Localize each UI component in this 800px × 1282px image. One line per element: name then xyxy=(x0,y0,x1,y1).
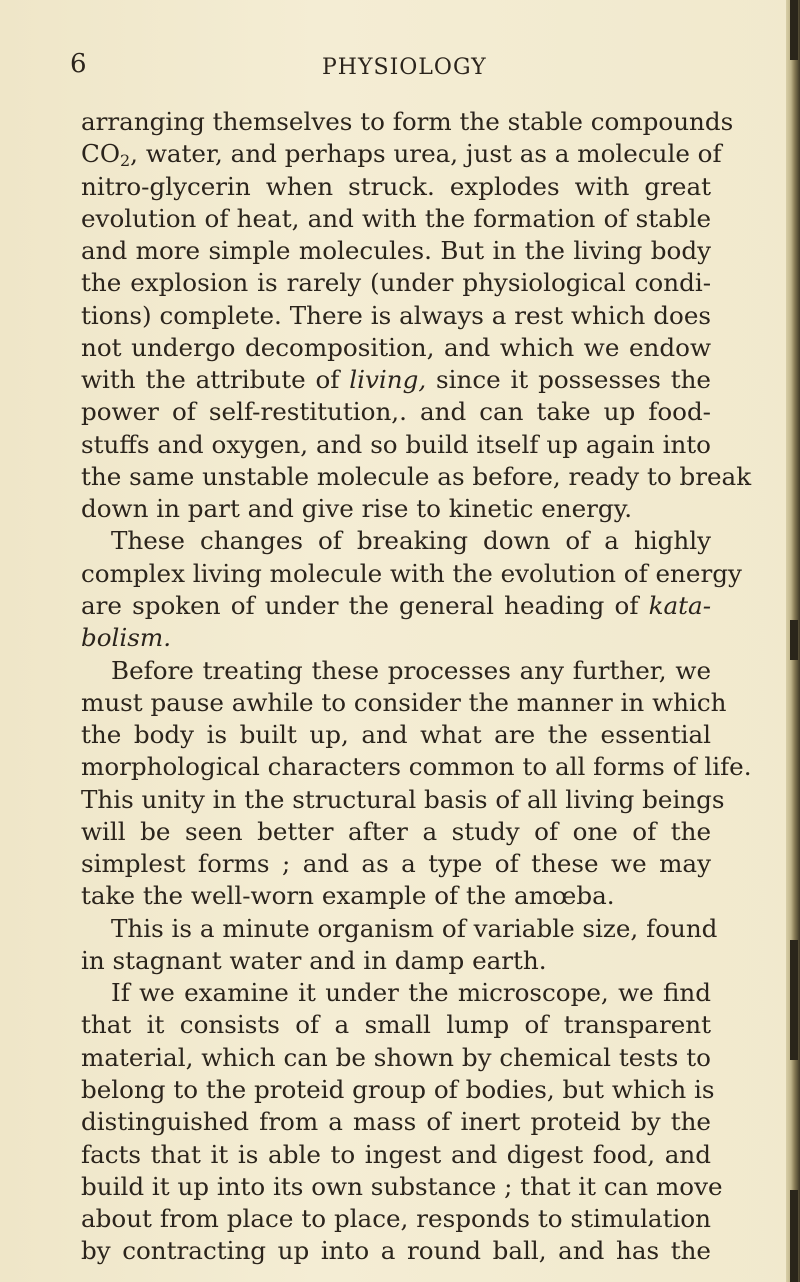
page-edge-mark xyxy=(790,0,798,60)
text-line: that it consists of a small lump of transparent xyxy=(81,1010,711,1040)
text-line: nitro-glycerin when struck. explodes with great xyxy=(81,171,711,201)
text-line xyxy=(81,622,711,654)
text-line: complex living molecule with the evolution of energy xyxy=(81,558,742,588)
text-line: facts that it is able to ingest and digest food, and xyxy=(81,1139,711,1169)
text-line: simplest forms ; and as a type of these we may xyxy=(81,849,711,879)
text-line: the explosion is rarely (under physiological condi- xyxy=(81,268,711,298)
page-number: 6 xyxy=(70,49,87,79)
running-title: PHYSIOLOGY xyxy=(322,55,487,80)
text-line: are spoken of under the general heading of kata- xyxy=(81,590,711,620)
text-line: and more simple molecules. But in the living body xyxy=(81,236,711,266)
text-line: evolution of heat, and with the formation of stable xyxy=(81,203,711,233)
text-line: power of self-restitution,. and can take up food- xyxy=(81,397,711,427)
text-line: stuffs and oxygen, and so build itself up again into xyxy=(81,429,711,459)
text-line: take the well-worn example of the amœba. xyxy=(81,881,615,911)
text-line: These changes of breaking down of a highly xyxy=(111,526,711,556)
text-line: belong to the proteid group of bodies, but which is xyxy=(81,1074,715,1104)
text-line: by contracting up into a round ball, and has the xyxy=(81,1236,711,1266)
page-edge-mark xyxy=(790,620,798,660)
text-line: distinguished from a mass of inert proteid by the xyxy=(81,1107,711,1137)
text-line: must pause awhile to consider the manner in which xyxy=(81,687,727,717)
text-line: If we examine it under the microscope, we find xyxy=(111,978,711,1008)
text-line: morphological characters common to all forms of life. xyxy=(81,752,752,782)
page-edge-shadow xyxy=(786,0,800,1282)
body-text xyxy=(81,106,752,1268)
page-header xyxy=(70,44,730,84)
page-edge-mark xyxy=(790,940,798,1060)
text-line: This unity in the structural basis of all living beings xyxy=(81,784,725,814)
text-line: $CO_2$, water, and perhaps urea, just as a molecule of xyxy=(81,139,722,171)
text-line: material, which can be shown by chemical tests to xyxy=(81,1042,711,1072)
chemical-formula: $CO_2$, xyxy=(81,139,138,171)
text-line: the body is built up, and what are the essential xyxy=(81,720,711,750)
text-line: with the attribute of living, since it possesses the xyxy=(81,365,711,395)
italic-term: bolism. xyxy=(81,623,172,653)
italic-term: living, xyxy=(349,365,427,395)
italic-term: kata- xyxy=(648,590,711,620)
text-line: build it up into its own substance ; that it can move xyxy=(81,1171,723,1201)
text-line: down in part and give rise to kinetic energy. xyxy=(81,494,633,524)
text-line: arranging themselves to form the stable compounds xyxy=(81,107,734,136)
text-line: tions) complete. There is always a rest which does xyxy=(81,300,711,330)
text-line: will be seen better after a study of one of the xyxy=(81,816,711,846)
text-line: in stagnant water and in damp earth. xyxy=(81,945,547,975)
text-line: the same unstable molecule as before, ready to break xyxy=(81,461,752,491)
text-line: This is a minute organism of variable size, found xyxy=(111,913,718,943)
text-line: about from place to place, responds to stimulation xyxy=(81,1204,711,1234)
page-edge-mark xyxy=(790,1190,798,1282)
text-line: not undergo decomposition, and which we endow xyxy=(81,332,711,362)
text-line: Before treating these processes any further, we xyxy=(111,655,711,685)
